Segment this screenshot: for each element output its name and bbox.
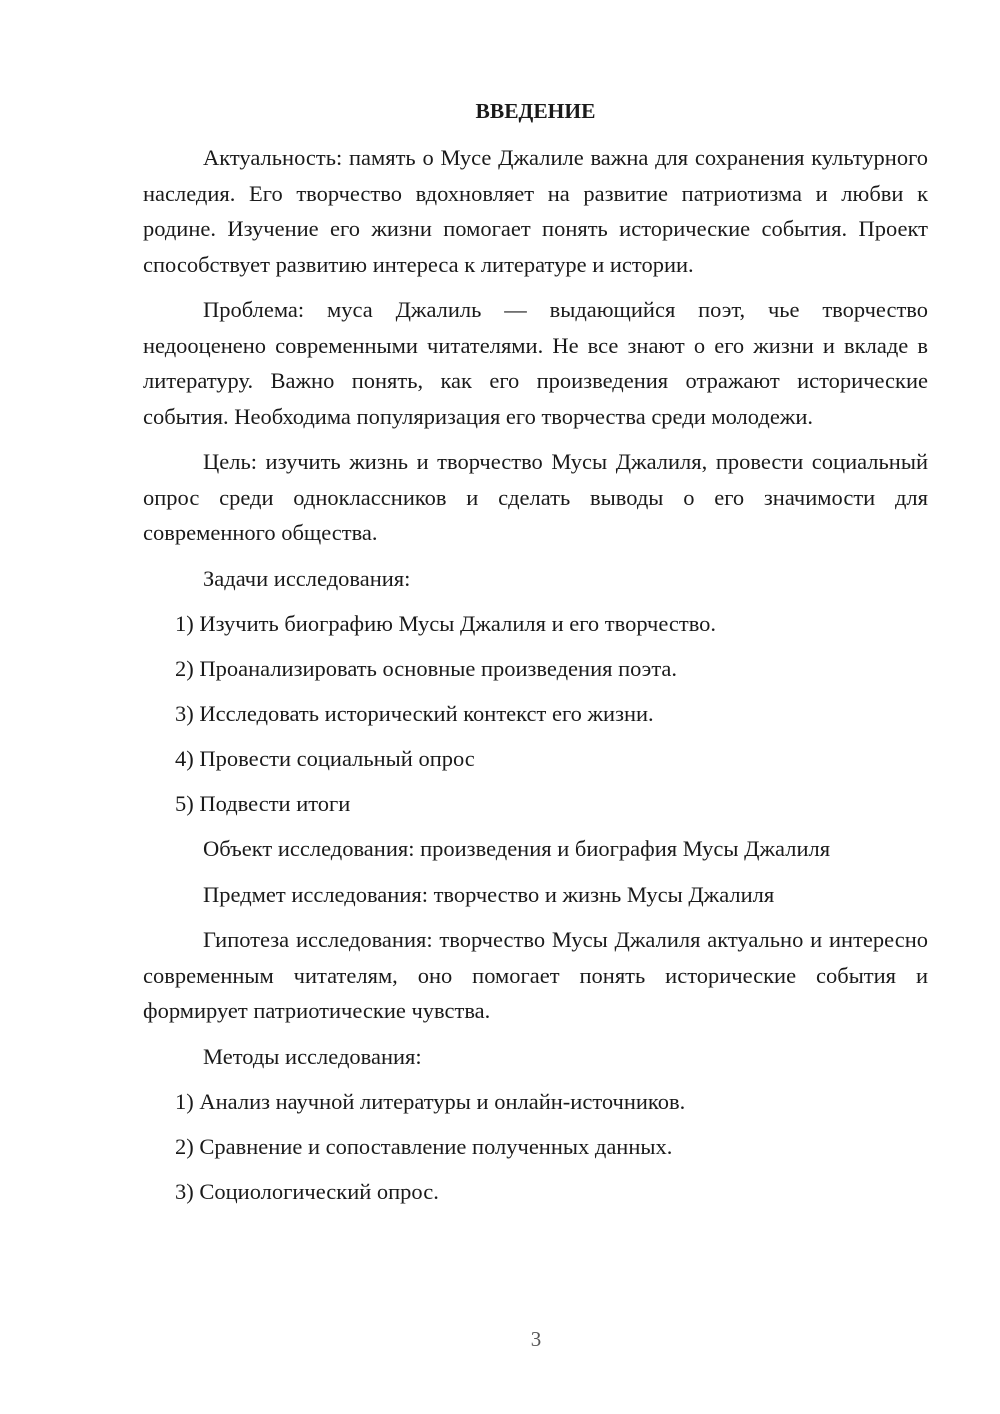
object-line: Объект исследования: произведения и биография Мусы Джалиля [203,836,831,861]
task-item: 1) Изучить биографию Мусы Джалиля и его творчество. [175,611,717,636]
section-heading: ВВЕДЕНИЕ [475,99,596,123]
task-item: 5) Подвести итоги [175,791,351,816]
page-content [143,96,928,1219]
methods-label: Методы исследования: [203,1043,422,1069]
subject-line: Предмет исследования: творчество и жизнь Мусы Джалиля [203,881,775,907]
tasks-label: Задачи исследования: [203,565,411,591]
page-number: 3 [530,1327,542,1351]
method-item: 1) Анализ научной литературы и онлайн-источников. [175,1089,686,1114]
goal-paragraph: Цель: изучить жизнь и творчество Мусы Джалиля, провести социальный опрос среди одноклассников и сделать выводы о его значимости для современного общества. [143,449,928,545]
hypothesis-paragraph: Гипотеза исследования: творчество Мусы Джалиля актуально и интересно современным читателям, оно помогает понять исторические события и формирует патриотические чувства. [143,927,928,1023]
method-item: 3) Социологический опрос. [175,1179,439,1204]
task-item: 2) Проанализировать основные произведения поэта. [175,656,678,681]
problem-paragraph: Проблема: муса Джалиль — выдающийся поэт, чье творчество недооценено современными читателями. Не все знают о его жизни и вкладе в литературу. Важно понять, как его произведения отражают исторические события. Необходима популяризация его творчества среди молодежи. [143,297,928,429]
task-item: 3) Исследовать исторический контекст его жизни. [175,701,654,726]
method-item: 2) Сравнение и сопоставление полученных данных. [175,1134,673,1159]
task-item: 4) Провести социальный опрос [175,746,475,771]
relevance-paragraph: Актуальность: память о Мусе Джалиле важна для сохранения культурного наследия. Его творчество вдохновляет на развитие патриотизма и любви к родине. Изучение его жизни помогает понять исторические события. Проект способствует развитию интереса к литературе и истории. [143,145,928,277]
